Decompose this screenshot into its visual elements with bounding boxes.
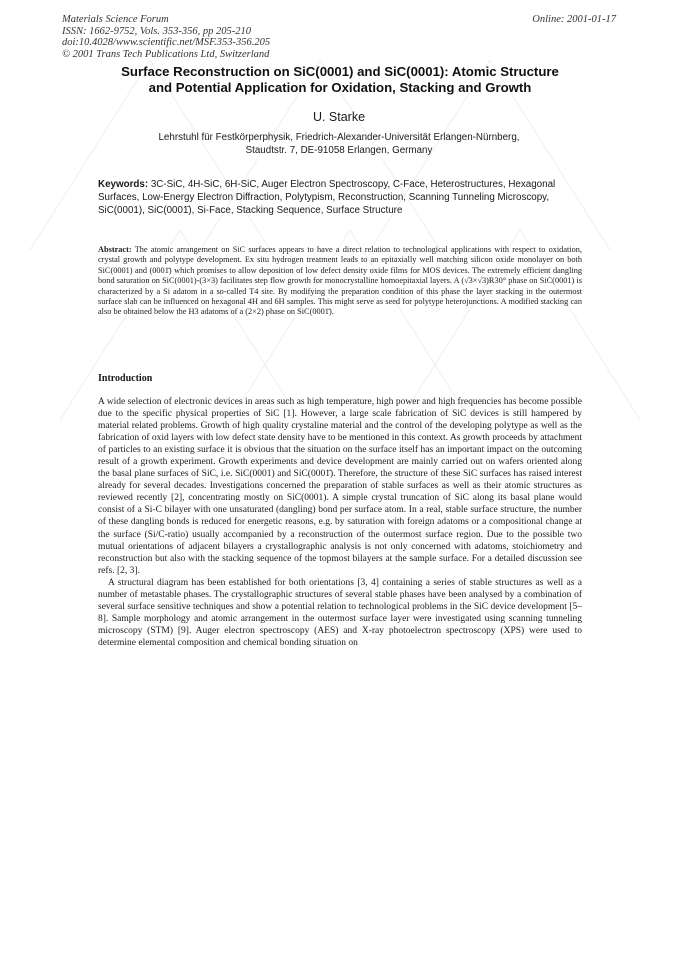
keywords-block [98,178,582,217]
issn-line: ISSN: 1662-9752, Vols. 353-356, pp 205-210 [62,25,251,37]
author-name: U. Starke [312,110,366,124]
affiliation-line-1: Lehrstuhl für Festkörperphysik, Friedrich-Alexander-Universität Erlangen-Nürnberg, [158,132,520,143]
keywords-text: 3C-SiC, 4H-SiC, 6H-SiC, Auger Electron Spectroscopy, C-Face, Heterostructures, Hexagonal Surfaces, Low-Energy Electron Diffraction, Polytypism, Reconstruction, Scanning Tunneling Microscopy, SiC(0001), SiC(0001̄), Si-Face, Stacking Sequence, Surface Structure [98,179,556,216]
online-date: Online: 2001-01-17 [532,14,616,25]
journal-name: Materials Science Forum [62,14,169,25]
abstract-block [98,245,582,318]
affiliation [100,131,578,157]
abstract-text: The atomic arrangement on SiC surfaces appears to have a direct relation to technological applications with respect to oxidation, crystal growth and polytype development. Ex situ hydrogen treatment leads to an epitaxially well matching silicon oxide monolayer on both SiC(0001) and (0001̄) which promises to allow deposition of low defect density oxide films for MOS devices. The extremely efficient dangling bond saturation on SiC(0001)-(3×3) facilitates step flow growth for monocrystalline homoepitaxial layers. A (√3×√3)R30° phase on SiC(0001) is characterized by a Si adatom in a so-called T4 site. By modifying the preparation condition of this phase the layer stacking in the outermost surface slab can be influenced on hexagonal 4H and 6H samples. This might serve as seed for polytype heterojunctions. A modified stacking can also be obtained below the H3 adatoms of a (2×2) phase on SiC(0001̄). [98,245,582,317]
affiliation-line-2: Staudtstr. 7, DE-91058 Erlangen, Germany [245,145,433,156]
publication-header [62,14,270,60]
section-heading-introduction: Introduction [98,373,153,384]
abstract-label: Abstract: [98,245,132,254]
title-line-1: Surface Reconstruction on SiC(0001) and SiC(0001): Atomic Structure [121,64,559,79]
keywords-label: Keywords: [98,179,149,190]
copyright-line: © 2001 Trans Tech Publications Ltd, Switzerland [62,48,270,60]
introduction-body [98,396,582,649]
doi-link[interactable]: doi:10.4028/www.scientific.net/MSF.353-356.205 [62,37,271,48]
intro-paragraph-2: A structural diagram has been established for both orientations [3, 4] containing a series of stable structures as well as a number of metastable phases. The crystallographic structures of several stable phases have been analysed by a combination of several surface sensitive techniques and show a potential relation to technological problems in the SiC device development [5–8]. Sample morphology and atomic arrangement in the outermost surface layer were investigated using scanning tunneling microscopy (STM) [9]. Auger electron spectroscopy (AES) and X-ray photoelectron spectroscopy (XPS) were used to determine elemental composition and chemical bonding situation on [98,577,582,648]
title-line-2: and Potential Application for Oxidation, Stacking and Growth [148,80,532,95]
paper-title [90,64,590,96]
intro-paragraph-1: A wide selection of electronic devices in areas such as high temperature, high power and high frequencies has become possible due to the specific physical properties of SiC [1]. However, a large scale fabrication of SiC devices is still hampered by material related problems. Growth of high quality crystaline material and the control of the developing polytype as well as the fabrication of oxid layers with low defect state density have to be mentioned in this context. As growth proceeds by attachment of particles to an existing surface it is obvious that the situation on the surface itself has an important impact on the outcoming result of a growth experiment. Growth experiments and device development are mainly carried out on wafers oriented along the basal plane surfaces of SiC, i.e. SiC(0001) and SiC(0001̄). Therefore, the structure of these SiC surfaces has raised interest already for several decades. Investigations concerned the preparation of stable surfaces as well as their atomic structures as reviewed recently [2], concentrating mostly on SiC(0001). A simple crystal truncation of SiC along its basal plane would consist of a Si-C bilayer with one unsaturated (dangling) bond per surface atom. In a real, stable surface structure, the number of these dangling bonds is reduced for energetic reasons, e.g. by saturation with foreign adatoms or a compositional change at the surface (Si/C-ratio) usually accompanied by a reconstruction of the outermost surface region. Due to the possible two mutual orientations of adjacent bilayers a crystallographic analysis is not only concerned with adatoms, stoichiometry and reconstruction but also with the stacking sequence of the topmost bilayers at the sample surface. For a detailed discussion see refs. [2, 3]. [98,397,582,576]
